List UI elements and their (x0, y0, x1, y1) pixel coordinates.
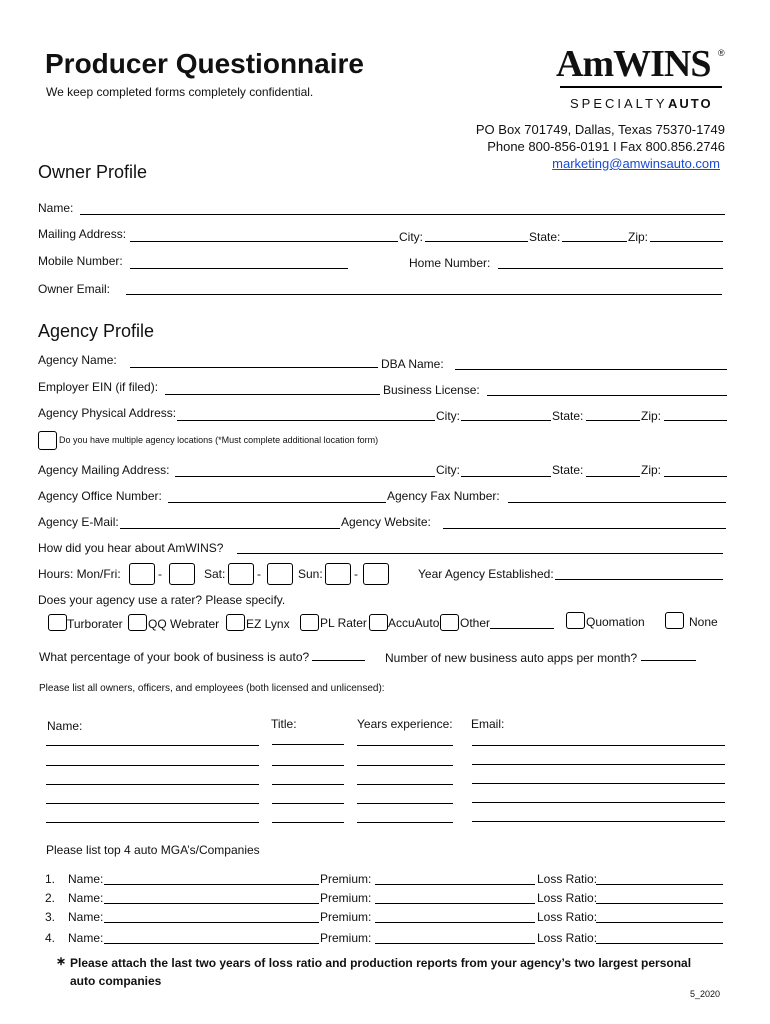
employee-email-field[interactable] (472, 821, 725, 822)
mga-name-label: Name: (68, 931, 104, 945)
mga-row-number: 1. (45, 872, 56, 886)
accuauto-checkbox[interactable] (369, 614, 388, 631)
mga-name-field[interactable] (104, 943, 319, 944)
owner-mailing-field[interactable] (130, 241, 398, 242)
mga-name-label: Name: (68, 910, 104, 924)
owner-home-field[interactable] (498, 268, 723, 269)
agency-name-label: Agency Name: (38, 353, 117, 367)
agency-email-label: Agency E-Mail: (38, 515, 119, 529)
asterisk-icon: ∗ (56, 954, 67, 968)
mga-premium-field[interactable] (375, 943, 535, 944)
employee-email-field[interactable] (472, 783, 725, 784)
employee-name-field[interactable] (46, 745, 259, 746)
mga-loss-field[interactable] (596, 943, 723, 944)
employee-email-field[interactable] (472, 745, 725, 746)
new-apps-field[interactable] (641, 660, 696, 661)
form-version: 5_2020 (690, 989, 721, 999)
qq-webrater-label: QQ Webrater (148, 617, 220, 631)
mon-fri-dash: - (158, 567, 162, 581)
mon-fri-close-field[interactable] (169, 563, 195, 585)
owner-email-label: Owner Email: (38, 282, 111, 296)
owner-state-field[interactable] (562, 241, 627, 242)
agency-website-label: Agency Website: (341, 515, 431, 529)
owner-mobile-field[interactable] (130, 268, 348, 269)
mga-loss-label: Loss Ratio: (537, 872, 598, 886)
mailing-zip-field[interactable] (664, 476, 727, 477)
physical-zip-field[interactable] (664, 420, 727, 421)
col-years-header: Years experience: (357, 717, 453, 731)
business-license-label: Business License: (383, 383, 480, 397)
physical-city-field[interactable] (461, 420, 551, 421)
attachment-note: Please attach the last two years of loss ratio and production reports from your agency’s two largest personal auto companies (70, 956, 692, 988)
hear-about-label: How did you hear about AmWINS? (38, 541, 224, 555)
owner-city-field[interactable] (425, 241, 528, 242)
office-number-field[interactable] (168, 502, 386, 503)
sat-close-field[interactable] (267, 563, 293, 585)
mga-loss-label: Loss Ratio: (537, 910, 598, 924)
employee-years-field[interactable] (357, 765, 453, 766)
employee-title-field[interactable] (272, 744, 344, 745)
physical-state-field[interactable] (586, 420, 640, 421)
owner-name-field[interactable] (80, 214, 725, 215)
mga-row-number: 3. (45, 910, 56, 924)
mga-premium-label: Premium: (320, 872, 372, 886)
physical-zip-label: Zip: (641, 409, 662, 423)
business-license-field[interactable] (487, 395, 727, 396)
employee-name-field[interactable] (46, 803, 259, 804)
mailing-address: PO Box 701749, Dallas, Texas 75370-1749 (475, 122, 725, 137)
accuauto-label: AccuAuto (388, 616, 440, 630)
employee-years-field[interactable] (357, 803, 453, 804)
mga-name-label: Name: (68, 872, 104, 886)
owner-state-label: State: (529, 230, 561, 244)
qq-webrater-checkbox[interactable] (128, 614, 147, 631)
pl-rater-label: PL Rater (320, 616, 367, 630)
multiple-locations-label: Do you have multiple agency locations (*Must complete additional location form) (59, 435, 379, 445)
registered-mark: ® (718, 48, 725, 58)
confidential-note: We keep completed forms completely confidential. (46, 85, 314, 99)
owner-city-label: City: (399, 230, 423, 244)
none-checkbox[interactable] (665, 612, 684, 629)
mga-row-number: 2. (45, 891, 56, 905)
percent-auto-field[interactable] (312, 660, 365, 661)
agency-email-field[interactable] (120, 528, 340, 529)
ez-lynx-label: EZ Lynx (246, 617, 290, 631)
mga-premium-label: Premium: (320, 931, 372, 945)
hours-label: Hours: Mon/Fri: (38, 567, 121, 581)
employee-title-field[interactable] (272, 822, 344, 823)
employee-email-field[interactable] (472, 802, 725, 803)
logo-wordmark: AmWINS (556, 43, 711, 85)
mailing-state-label: State: (552, 463, 584, 477)
other-checkbox[interactable] (440, 614, 459, 631)
year-established-label: Year Agency Established: (418, 567, 554, 581)
none-label: None (689, 615, 718, 629)
employee-title-field[interactable] (272, 784, 344, 785)
employee-years-field[interactable] (357, 745, 453, 746)
physical-city-label: City: (436, 409, 460, 423)
employee-name-field[interactable] (46, 784, 259, 785)
employee-years-field[interactable] (357, 822, 453, 823)
mga-premium-field[interactable] (375, 903, 535, 904)
mga-loss-field[interactable] (596, 903, 723, 904)
turborater-checkbox[interactable] (48, 614, 67, 631)
dba-field[interactable] (455, 369, 727, 370)
mga-name-field[interactable] (104, 922, 319, 923)
mga-loss-label: Loss Ratio: (537, 931, 598, 945)
employee-years-field[interactable] (357, 784, 453, 785)
logo-tagline-specialty: SPECIALTY (570, 96, 668, 111)
mga-row-number: 4. (45, 931, 56, 945)
dba-label: DBA Name: (381, 357, 444, 371)
mga-premium-label: Premium: (320, 891, 372, 905)
owner-email-field[interactable] (126, 294, 722, 295)
quomation-checkbox[interactable] (566, 612, 585, 629)
owner-name-label: Name: (38, 201, 74, 215)
mga-loss-label: Loss Ratio: (537, 891, 598, 905)
mga-name-label: Name: (68, 891, 104, 905)
employee-email-field[interactable] (472, 764, 725, 765)
col-title-header: Title: (271, 717, 297, 731)
ein-field[interactable] (165, 394, 380, 395)
mon-fri-open-field[interactable] (129, 563, 155, 585)
quomation-label: Quomation (586, 615, 645, 629)
other-specify-field[interactable] (490, 628, 554, 629)
sun-label: Sun: (298, 567, 323, 581)
owner-mobile-label: Mobile Number: (38, 254, 123, 268)
mga-name-field[interactable] (104, 903, 319, 904)
multiple-locations-checkbox[interactable] (38, 431, 57, 450)
phone-fax: Phone 800-856-0191 I Fax 800.856.2746 (487, 139, 725, 154)
employee-title-field[interactable] (272, 803, 344, 804)
other-label: Other (460, 616, 491, 630)
logo-rule (560, 86, 722, 88)
ez-lynx-checkbox[interactable] (226, 614, 245, 631)
office-number-label: Agency Office Number: (38, 489, 162, 503)
pl-rater-checkbox[interactable] (300, 614, 319, 631)
mga-premium-label: Premium: (320, 910, 372, 924)
ein-label: Employer EIN (if filed): (38, 380, 159, 394)
mga-premium-field[interactable] (375, 922, 535, 923)
physical-address-field[interactable] (177, 420, 435, 421)
mailing-zip-label: Zip: (641, 463, 662, 477)
col-email-header: Email: (471, 717, 505, 731)
percent-auto-label: What percentage of your book of business is auto? (39, 650, 310, 664)
agency-name-field[interactable] (130, 367, 378, 368)
mga-name-field[interactable] (104, 884, 319, 885)
sun-dash: - (354, 567, 358, 581)
logo-tagline-auto: AUTO (668, 96, 713, 111)
col-name-header: Name: (47, 719, 83, 733)
fax-number-field[interactable] (508, 502, 726, 503)
physical-state-label: State: (552, 409, 584, 423)
mailing-city-field[interactable] (461, 476, 551, 477)
employee-name-field[interactable] (46, 765, 259, 766)
form-title: Producer Questionnaire (45, 48, 364, 79)
mailing-city-label: City: (436, 463, 460, 477)
agency-profile-heading: Agency Profile (38, 321, 155, 341)
agency-website-field[interactable] (443, 528, 726, 529)
fax-number-label: Agency Fax Number: (387, 489, 500, 503)
agency-mailing-label: Agency Mailing Address: (38, 463, 170, 477)
year-established-field[interactable] (555, 579, 723, 580)
physical-address-label: Agency Physical Address: (38, 406, 177, 420)
sat-open-field[interactable] (228, 563, 254, 585)
owner-home-label: Home Number: (409, 256, 491, 270)
mailing-state-field[interactable] (586, 476, 640, 477)
turborater-label: Turborater (67, 617, 123, 631)
sat-dash: - (257, 567, 261, 581)
sat-label: Sat: (204, 567, 226, 581)
owner-mailing-label: Mailing Address: (38, 227, 127, 241)
employee-name-field[interactable] (46, 822, 259, 823)
contact-email-link[interactable]: marketing@amwinsauto.com (552, 156, 720, 171)
mga-loss-field[interactable] (596, 922, 723, 923)
hear-about-field[interactable] (237, 553, 723, 554)
mga-premium-field[interactable] (375, 884, 535, 885)
owner-zip-label: Zip: (628, 230, 649, 244)
agency-mailing-field[interactable] (175, 476, 435, 477)
sun-close-field[interactable] (363, 563, 389, 585)
sun-open-field[interactable] (325, 563, 351, 585)
mga-heading: Please list top 4 auto MGA’s/Companies (46, 843, 260, 857)
owner-profile-heading: Owner Profile (38, 162, 148, 182)
employee-title-field[interactable] (272, 765, 344, 766)
new-apps-label: Number of new business auto apps per month? (385, 651, 638, 665)
rater-question: Does your agency use a rater? Please specify. (38, 593, 286, 607)
mga-loss-field[interactable] (596, 884, 723, 885)
list-owners-instruction: Please list all owners, officers, and employees (both licensed and unlicensed): (39, 683, 385, 694)
owner-zip-field[interactable] (650, 241, 723, 242)
